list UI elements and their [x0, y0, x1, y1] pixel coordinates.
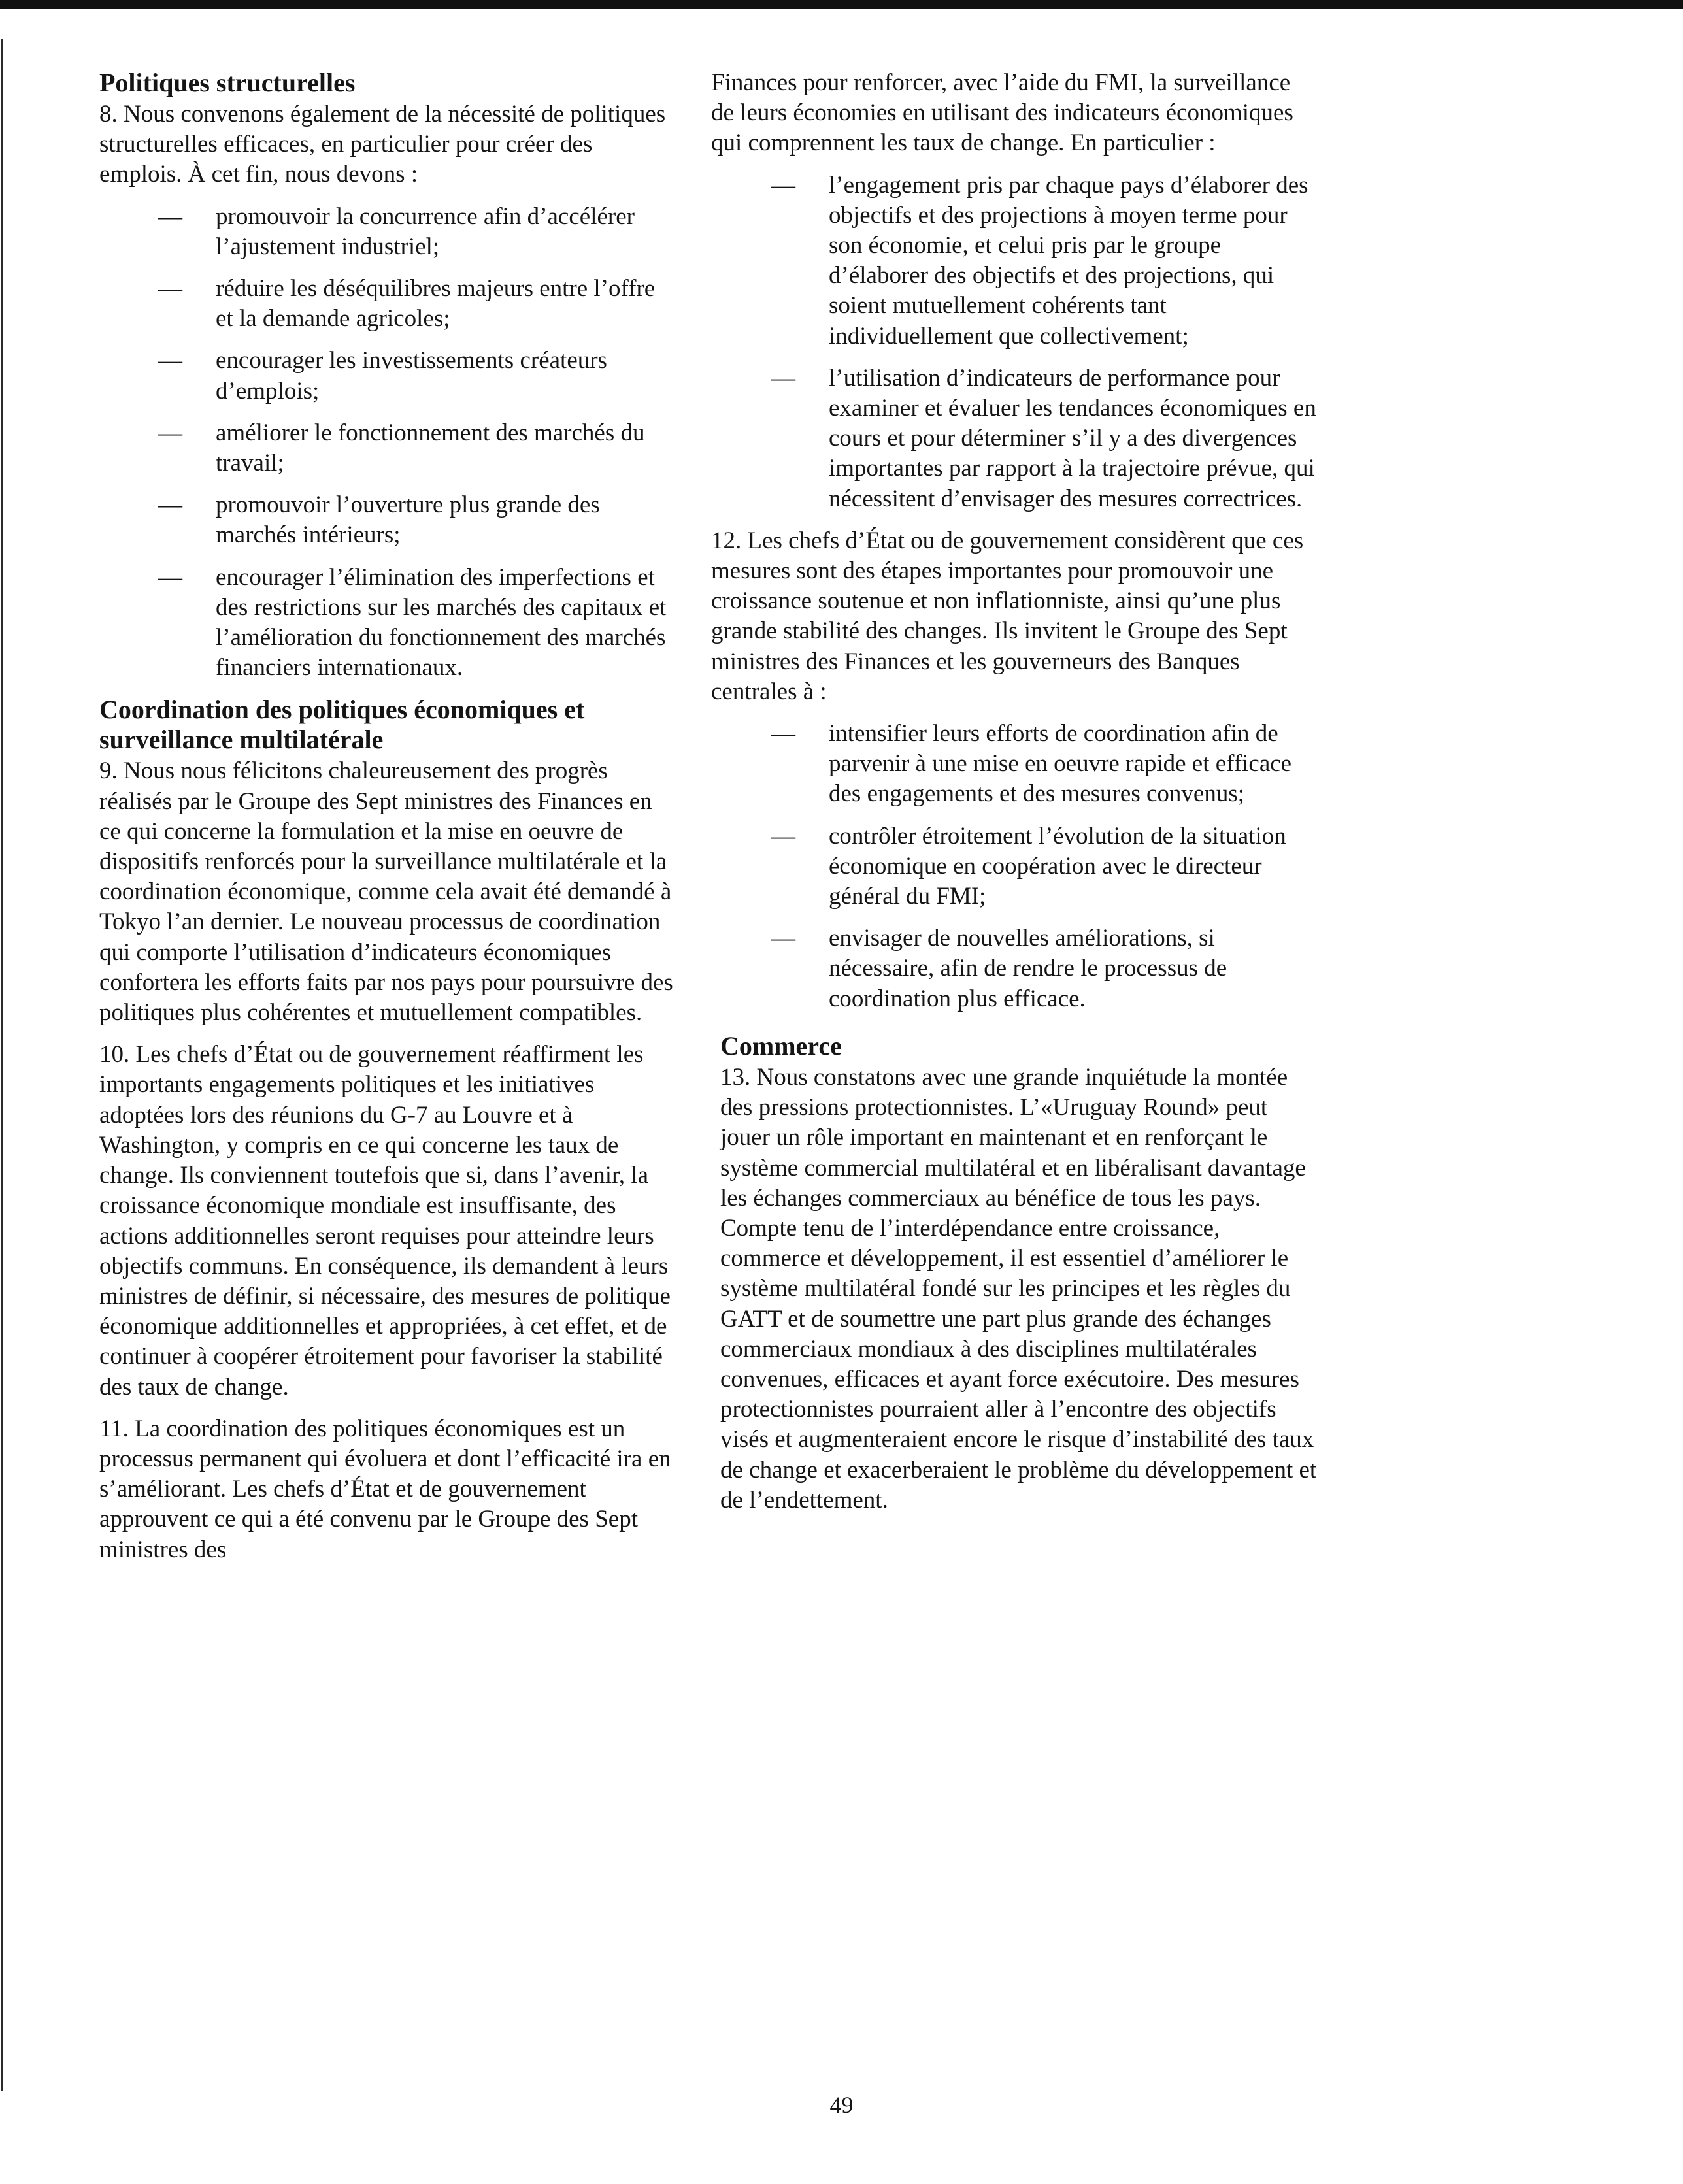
list-item-text: l’engagement pris par chaque pays d’élaborer des objectifs et des projections à moyen terme pour son économie, et celui pris par le groupe d’élaborer des objectifs et des projections, qui soient mutuellement cohérents tant individuellement que collectivement;: [829, 171, 1308, 350]
list-item-text: encourager les investissements créateurs d’emplois;: [216, 347, 607, 405]
commerce-heading: Commerce: [720, 1031, 842, 1061]
dash-marker: —: [158, 347, 182, 374]
paragraph-12: 12. Les chefs d’État ou de gouvernement considèrent que ces mesures sont des étapes importantes pour promouvoir une croissance soutenue et non inflationniste, ainsi qu’une plus grande stabilité des changes. Ils invitent le Groupe des Sept ministres des Finances et les gouverneurs des Banques centrales à :: [711, 527, 1304, 705]
dash-marker: —: [158, 203, 182, 230]
list-item: [711, 363, 1319, 514]
left-column: [99, 68, 675, 1577]
paragraph-8-list: [99, 202, 675, 684]
list-item-text: promouvoir la concurrence afin d’accélérer l’ajustement industriel;: [216, 203, 635, 260]
page-number: 49: [829, 2092, 854, 2118]
paragraph-12-list: [711, 719, 1319, 1014]
paragraph-11: 11. La coordination des politiques économiques est un processus permanent qui évoluera et dont l’efficacité ira en s’améliorant. Les chefs d’État et de gouvernement approuvent ce qui a été convenu par le Groupe des Sept ministres des: [99, 1415, 671, 1563]
list-item: [99, 202, 675, 262]
dash-marker: —: [158, 491, 182, 519]
dash-marker: —: [158, 275, 182, 303]
paragraph-11-list: [711, 171, 1319, 514]
list-item: [711, 171, 1319, 352]
paragraph-9: 9. Nous nous félicitons chaleureusement des progrès réalisés par le Groupe des Sept ministres des Finances en ce qui concerne la formulation et la mise en oeuvre de dispositifs renforcés pour la surveillance multilatérale et la coordination économique, comme cela avait été demandé à Tokyo l’an dernier. Le nouveau processus de coordination qui comporte l’utilisation d’indicateurs économiques confortera les efforts faits par nos pays pour poursuivre des politiques plus cohérentes et mutuellement compatibles.: [99, 757, 673, 1027]
coordination-heading: Coordination des politiques économiques et surveillance multilatérale: [99, 695, 585, 755]
list-item-text: promouvoir l’ouverture plus grande des marchés intérieurs;: [216, 491, 600, 549]
dash-marker: —: [771, 171, 795, 199]
list-item-text: l’utilisation d’indicateurs de performance pour examiner et évaluer les tendances économiques en cours et pour déterminer s’il y a des divergences importantes par rapport à la trajectoire prévue, qui nécessitent d’envisager des mesures correctrices.: [829, 364, 1316, 512]
dash-marker: —: [158, 419, 182, 446]
list-item: [99, 490, 675, 550]
list-item-text: réduire les déséquilibres majeurs entre l’offre et la demande agricoles;: [216, 275, 656, 333]
list-item-text: envisager de nouvelles améliorations, si nécessaire, afin de rendre le processus de coordination plus efficace.: [829, 925, 1227, 1012]
top-border-rule: [0, 0, 1683, 9]
paragraph-11-continued: Finances pour renforcer, avec l’aide du FMI, la surveillance de leurs économies en utilisant des indicateurs économiques qui comprennent les taux de change. En particulier :: [711, 69, 1293, 157]
list-item-text: améliorer le fonctionnement des marchés du travail;: [216, 419, 645, 477]
dash-marker: —: [771, 822, 795, 850]
list-item: [711, 821, 1319, 912]
left-margin-rule: [1, 39, 3, 2091]
list-item-text: encourager l’élimination des imperfections et des restrictions sur les marchés des capitaux et l’amélioration du fonctionnement des marchés financiers internationaux.: [216, 563, 667, 682]
list-item: [711, 719, 1319, 810]
right-column: [711, 68, 1319, 1527]
dash-marker: —: [771, 364, 795, 391]
paragraph-10: 10. Les chefs d’État ou de gouvernement réaffirment les importants engagements politiques et les initiatives adoptées lors des réunions du G-7 au Louvre et à Washington, y compris en ce qui concerne les taux de change. Ils conviennent toutefois que si, dans l’avenir, la croissance économique mondiale est insuffisante, des actions additionnelles seront requises pour atteindre leurs objectifs communs. En conséquence, ils demandent à leurs ministres de définir, si nécessaire, des mesures de politique économique additionnelles et appropriées, à cet effet, et de continuer à coopérer étroitement pour favoriser la stabilité des taux de change.: [99, 1041, 671, 1400]
list-item: [99, 563, 675, 684]
list-item-text: contrôler étroitement l’évolution de la situation économique en coopération avec le directeur général du FMI;: [829, 822, 1286, 910]
dash-marker: —: [771, 925, 795, 952]
list-item: [99, 346, 675, 406]
list-item: [99, 274, 675, 334]
list-item: [711, 923, 1319, 1014]
paragraph-13: 13. Nous constatons avec une grande inquiétude la montée des pressions protectionnistes. L’«Uruguay Round» peut jouer un rôle important en maintenant et en renforçant le système commercial multilatéral et en libéralisant davantage les échanges commerciaux au bénéfice de tous les pays. Compte tenu de l’interdépendance entre croissance, commerce et développement, il est essentiel d’améliorer le système multilatéral fondé sur les principes et les règles du GATT et de soumettre une part plus grande des échanges commerciaux mondiaux à des disciplines multilatérales convenues, efficaces et ayant force exécutoire. Des mesures protectionnistes pourraient aller à l’encontre des objectifs visés et augmenteraient encore le risque d’instabilité des taux de change et exacerberaient le problème du développement et de l’endettement.: [720, 1063, 1317, 1514]
dash-marker: —: [158, 563, 182, 591]
list-item-text: intensifier leurs efforts de coordination afin de parvenir à une mise en oeuvre rapide et efficace des engagements et des mesures convenus;: [829, 720, 1292, 808]
dash-marker: —: [771, 720, 795, 748]
list-item: [99, 418, 675, 478]
structural-policies-heading: Politiques structurelles: [99, 68, 356, 97]
paragraph-8: 8. Nous convenons également de la nécessité de politiques structurelles efficaces, en particulier pour créer des emplois. À cet fin, nous devons :: [99, 101, 666, 188]
